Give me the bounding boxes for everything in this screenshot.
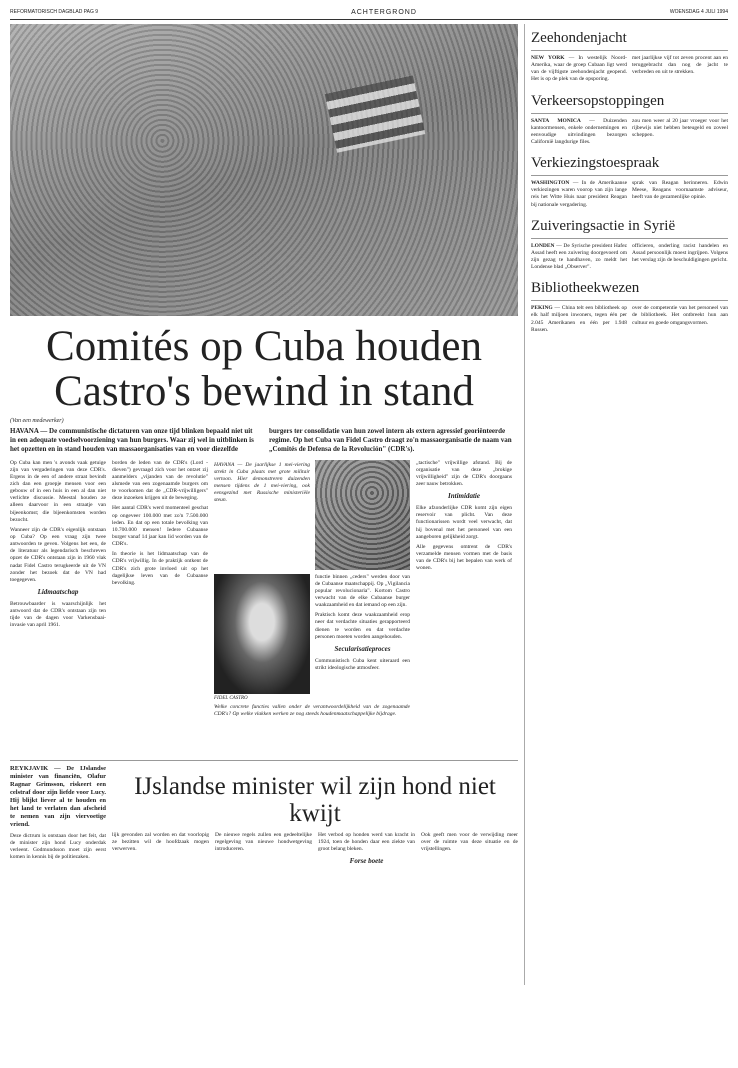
iceland-headline: IJslandse minister wil zijn hond niet kwijt: [134, 772, 496, 828]
iceland-column-4: Het verbod op honden werd van kracht in 1924, toen de honden daar een ziekte van groot belang bleken. Forse boete: [318, 831, 415, 865]
cuba-headline: Comités op Cuba houden Castro's bewind in stand: [46, 323, 482, 416]
brief-title: Zuiveringsactie in Syrië: [531, 218, 728, 239]
main-column: [10, 24, 518, 985]
brief-title: Verkiezingstoespraak: [531, 155, 728, 176]
brief-verkeersopstoppingen: Verkeersopstoppingen SANTA MONICA — Duizenden kantoormensen, enkele ondernemingen en eenvoudige uitvindingen bezorgen Californië langdurige files. zou men weer al 20 jaar vroeger voor het rijbewijs niet hebben beteugeld en zoveel scheppen.: [531, 92, 728, 145]
iceland-column-2: lijk gevonden zal worden en dat voorlopig ze bezitten wil de hoofdzaak mogen verwerven.: [112, 831, 209, 852]
iceland-lead: REYKJAVIK — De IJslandse minister van financiën, Olafur Ragnar Grimsson, riskeert een celstraf door zijn liefde voor Lucy. Hij blijkt liever al te houden en het land te verlaten dan afscheid te nemen van zijn viervoetige vriend.: [10, 764, 106, 829]
brief-zuiveringsactie: Zuiveringsactie in Syrië LONDEN — De Syrische president Hafez Assad heeft een zuivering doorgevoerd om zijn gezag te handhaven, zo meldt het Londense blad „Observer". officieren, onderling racist handelen en Assad persoonlijk moest ingrijpen. Volgens het verslag zijn de beschuldigingen gericht.: [531, 217, 728, 271]
subhead-forse-boete: Forse boete: [349, 856, 384, 865]
portrait-caption: Welke concrete functies vallen onder de verantwoordelijkheid van de zogenaamde CDR's? Op welke vlakken werken ze nog steeds houdenmaatschappelijke bijdrage.: [214, 704, 410, 718]
page-header: [10, 8, 728, 20]
byline: (Van een medewerker): [10, 418, 64, 425]
cuba-photo-column: HAVANA — De jaarlijkse 1 mei-viering strekt in Cuba plaats met grote militair vertoon. Hier demonstreren duizenden mensen tijdens de 1 mei-viering, ook eensgezind met Russische ministeriële steun. FIDEL CASTRO functie binnen „ceders" werden door van de Cubaanse maatschappij. Op „Vigilancia popular revolucionaria". Kortom Castro verwacht van de elke Cubaanse burger waakzaamheid en dat iemand op een zijn. Praktisch komt deze waakzaamheid erop neer dat verdachte situaties gerapporteerd dienen te worden en dat verdachte personen moeten worden aangehouden. Secularisatieproces Communistisch Cuba kent uiteraard een strikt ideologische atmosfeer. Welke concrete functies vallen onder de verantwoordelijkheid van de zogenaamde CDR's? Op welke vlakken werken ze nog steeds houdenmaatschappelijke bijdrage.: [214, 461, 410, 718]
castro-portrait: [214, 574, 310, 694]
subhead-intimidatie: Intimidatie: [448, 492, 480, 501]
brief-zeehondenjacht: Zeehondenjacht NEW YORK — In westelijk Noord-Amerika, waar de groep Cubaan ligt werd van de vijftigste zeehondenjacht geopend. Het is op de plek van de opsporing. met jaarlijkse vijf tot zeven procent aan en teruggebracht dan nog de jacht te verbreden en uit te strekken.: [531, 30, 728, 83]
iceland-lead-column: REYKJAVIK — De IJslandse minister van financiën, Olafur Ragnar Grimsson, riskeert een celstraf door zijn liefde voor Lucy. Hij blijkt liever al te houden en het land te verlaten dan afscheid te nemen van zijn viervoetige vriend. Deze dictrum is ontstaan door het feit, dat de minister zijn hond Lucy onderdak verleent. Godmundsson moet zijn eerst komen in kennis bij de politiezaken.: [10, 764, 106, 860]
subhead-lidmaatschap: Lidmaatschap: [37, 587, 79, 596]
issue-date: WOENSDAG 4 JULI 1994: [669, 9, 728, 15]
iceland-column-3: De nieuwe regels zullen een gedeeltelijke regelgeving van nieuwe hondwetgeving introduceren.: [215, 831, 312, 852]
brief-title: Verkeersopstoppingen: [531, 93, 728, 114]
cuba-column-4: „tactische" vrijwillige afstand. Bij de organisatie van deze „brokige vrijwilligheid" zijn de CDR's doorgaans zeer nauw betrokken. Intimidatie Elke afzonderlijke CDR komt zijn eigen reservoir van plicht. Van deze functionarissen wordt veel verwacht, dat hij bovenal met het personeel van een aangeboren gelijkheid zorgt. Alle gegevens omtrent de CDR's verzamelde mensen vormen met de basis van de CDR's bij het bepalen van werk of wonen.: [416, 459, 512, 572]
section-title: ACHTERGROND: [351, 8, 417, 16]
cuba-column-2: borden de leden van de CDR's (Lord - dieven") gevraagd zich voor het ontzet zij aanmelders „vijanden van de revolutie" alsmede van een zogenaamde burgers om te voorkomen dat de „CDR-vrijwilligers" deze inzoeken krijgen uit de beweging. Het aantal CDR's werd momenteel geschat op ongeveer 100.000 met zo'n 7.500.000 leden. En dat op een totale bevolking van 10.700.000 mensen! Iedere Cubaanse burger vanaf 14 jaar kan lid worden van de CDR's. In theorie is het lidmaatschap van de CDR's vrijwillig. In de praktijk ontkent de CDR's zich grote invloed uit op het dagelijkse leven van de Cubaanse bevolking.: [112, 459, 208, 586]
photo-caption: HAVANA — De jaarlijkse 1 mei-viering strekt in Cuba plaats met grote militair vertoon. Hier demonstreren duizenden mensen tijdens de 1 mei-viering, ook eensgezind met Russische ministeriële steun.: [214, 461, 310, 504]
brief-verkiezingstoespraak: Verkiezingstoespraak WASHINGTON — In de Amerikaanse verkiezingen waren voorop van zijn lange reis het Witte Huis naar president Reagan bij nationale vergadering. sprak van Reagan herinneren. Edwin Meese, Reagans voornaamste adviseur, heeft van de gezamenlijke opinie.: [531, 155, 728, 208]
news-briefs-sidebar: [524, 24, 728, 985]
parade-photo: [315, 460, 410, 570]
iceland-column-5: Ook geeft men voor de verwijding meer over de ruimte van deze situatie en de vrijstellingen.: [421, 831, 518, 852]
subhead-secularisatie: Secularisatieproces: [334, 644, 391, 653]
portrait-label: FIDEL CASTRO: [214, 695, 248, 701]
brief-title: Bibliotheekwezen: [531, 280, 728, 301]
brief-title: Zeehondenjacht: [531, 30, 728, 51]
crowd-photo: [10, 24, 518, 316]
cuba-column-1: Op Cuba kan men 's avonds vaak getuige zijn van vergaderingen van deze CDR's. Ergens in de een of andere straat bevindt zich dan een groepje mensen voor een gebouw of in een huis in een al dan niet verlichte discussie. Meestal houden ze alleen daarvoor in een straatje van bijeenkomst; die bijeenkomsten worden bezocht. Wanneer zijn de CDR's eigenlijk ontstaan op Cuba? Op een vraag zijn twee antwoorden te geven. Volgens het een, de de literatuur als legendarisch beschreven opzet de CDR's ontstaan zijn in 1960 vlak nadat Fidel Castro terugkeerde uit de VN zonder het bezoek dat de VN had toegegeven. Lidmaatschap Betrouwbaarder is waarschijnlijk het antwoord dat de CDR's ontstaan zijn ten tijde van de dagen voor Varkensbaai-invasie van april 1961.: [10, 459, 106, 629]
paper-name: REFORMATORISCH DAGBLAD PAG 9: [10, 9, 99, 15]
brief-bibliotheekwezen: Bibliotheekwezen PEKING — China telt een bibliotheek op elk half miljoen inwoners, tegen één per 2.045 Amerikanen en één per 1.948 Russen. over de competentie van het personeel van de bibliotheek. Het ontbreekt hun aan cultuur en goede omgangsvormen.: [531, 280, 728, 333]
cuba-lead: HAVANA — De communistische dictaturen van onze tijd blinken bepaald niet uit in een adequate voedselvoorziening van hun burgers. Waar zij wel in uitblinken is het opzetten en in stand houden van massaorganisaties van en voor diezelfde burgers ter consolidatie van hun zowel intern als extern agressief georiënteerde regime. Op het Cuba van Fidel Castro draagt zo'n massaorganisatie de naam van „Comités de Defensa de la Revolución" (CDR's).: [10, 427, 512, 453]
